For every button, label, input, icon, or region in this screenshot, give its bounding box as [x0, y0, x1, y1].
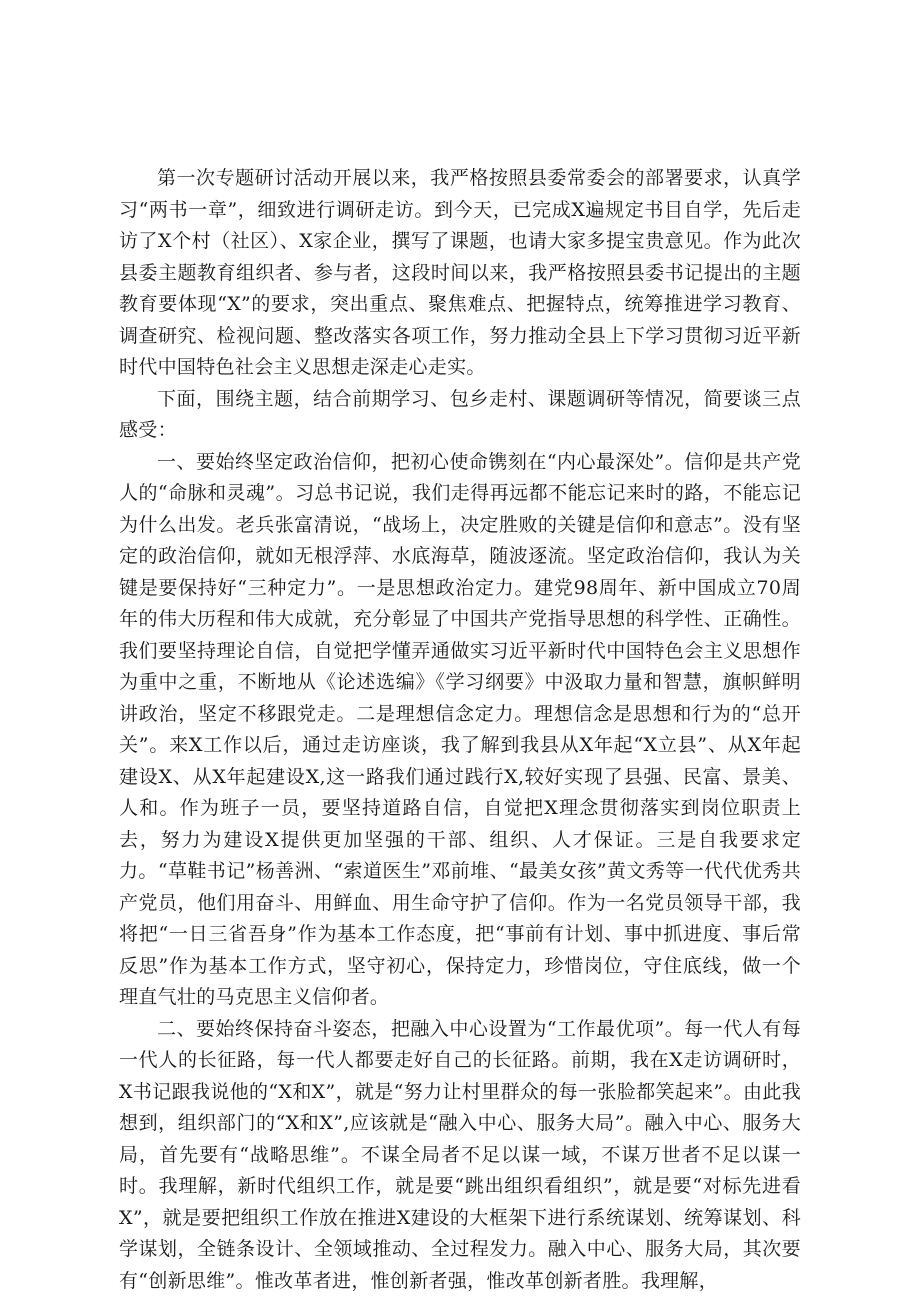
paragraph-overview: 下面，围绕主题，结合前期学习、包乡走村、课题调研等情况，简要谈三点感受：: [119, 387, 801, 441]
paragraph-point-two: 二、要始终保持奋斗姿态，把融入中心设置为“工作最优项”。每一代人有每一代人的长征路，每一代人都要走好自己的长征路。前期，我在X走访调研时，X书记跟我说他的“X和X”，就是“努力让村里群众的每一张脸都笑起来”。由此我想到，组织部门的“X和X”,应该就是“融入中心、服务大局”。融入中心、服务大局，首先要有“战略思维”。不谋全局者不足以谋一域，不谋万世者不足以谋一时。我理解，新时代组织工作，就是要“跳出组织看组织”，就是要“对标先进看X”，就是要把组织工作放在推进X建设的大框架下进行系统谋划、统筹谋划、科学谋划，全链条设计、全领域推动、全过程发力。融入中心、服务大局，其次要有“创新思维”。惟改革者进，惟创新者强，惟改革创新者胜。我理解，: [119, 1017, 801, 1292]
document-body: [119, 163, 801, 1297]
paragraph-point-one: 一、要始终坚定政治信仰，把初心使命镌刻在“内心最深处”。信仰是共产党人的“命脉和灵魂”。习总书记说，我们走得再远都不能忘记来时的路，不能忘记为什么出发。老兵张富清说，“战场上，决定胜败的关键是信仰和意志”。没有坚定的政治信仰，就如无根浮萍、水底海草，随波逐流。坚定政治信仰，我认为关键是要保持好“三种定力”。一是思想政治定力。建党98周年、新中国成立70周年的伟大历程和伟大成就，充分彰显了中国共产党指导思想的科学性、正确性。我们要坚持理论自信，自觉把学懂弄通做实习近平新时代中国特色会主义思想作为重中之重，不断地从《论述选编》《学习纲要》中汲取力量和智慧，旗帜鲜明讲政治，坚定不移跟党走。二是理想信念定力。理想信念是思想和行为的“总开关”。来X工作以后，通过走访座谈，我了解到我县从X年起“X立县”、从X年起建设X、从X年起建设X,这一路我们通过践行X,较好实现了县强、民富、景美、人和。作为班子一员，要坚持道路自信，自觉把X理念贯彻落实到岗位职责上去，努力为建设X提供更加坚强的干部、组织、人才保证。三是自我要求定力。“草鞋书记”杨善洲、“索道医生”邓前堆、“最美女孩”黄文秀等一代代优秀共产党员，他们用奋斗、用鲜血、用生命守护了信仰。作为一名党员领导干部，我将把“一日三省吾身”作为基本工作态度，把“事前有计划、事中抓进度、事后常反思”作为基本工作方式，坚守初心，保持定力，珍惜岗位，守住底线，做一个理直气壮的马克思主义信仰者。: [119, 450, 801, 1008]
paragraph-intro: 第一次专题研讨活动开展以来，我严格按照县委常委会的部署要求，认真学习“两书一章”，细致进行调研走访。到今天，已完成X遍规定书目自学，先后走访了X个村（社区）、X家企业，撰写了课题，也请大家多提宝贵意见。作为此次县委主题教育组织者、参与者，这段时间以来，我严格按照县委书记提出的主题教育要体现“X”的要求，突出重点、聚焦难点、把握特点，统筹推进学习教育、调查研究、检视问题、整改落实各项工作，努力推动全县上下学习贯彻习近平新时代中国特色社会主义思想走深走心走实。: [119, 167, 801, 378]
